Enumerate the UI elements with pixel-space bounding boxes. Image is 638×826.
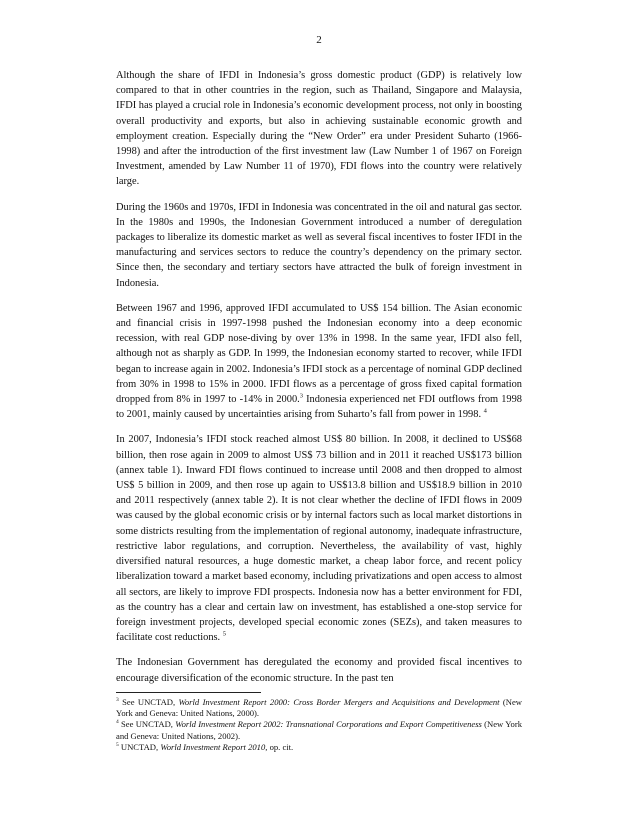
footnote-title: World Investment Report 2010 (160, 741, 266, 752)
paragraph-ifdi-2007-2011 (116, 432, 522, 645)
paragraph-deregulation (116, 655, 522, 685)
paragraph-text: Between 1967 and 1996, approved IFDI accumulated to US$ 154 billion. The Asian economic and financial crisis in 1997-1998 pushed the Indonesian economy into a deep economic recession, with real GDP nose-diving by over 13% in 1998. In the same year, IFDI also fell, although not as sharply as GDP. In 1999, the Indonesian economy started to recover, while IFDI began to increase again in 2002. Indonesia’s IFDI stock as a percentage of nominal GDP declined from 30% in 1998 to 15% in 2000. IFDI flows as a percentage of gross fixed capital formation dropped from 8% in 1997 to -14% in 2000. (116, 302, 522, 406)
paragraph-text: Although the share of IFDI in Indonesia’s gross domestic product (GDP) is relatively low compared to that in other countries in the region, such as Thailand, Singapore and Malaysia, IFDI has played a crucial role in Indonesia’s economic development process, not only in boosting overall productivity and exports, but also in achieving sustainable economic growth and employment creation. Especially during the “New Order” era under President Suharto (1966-1998) and after the introduction of the first investment law (Law Number 1 of 1967 on Foreign Investment, amended by Law Number 11 of 1970), FDI flows into the country were relatively large. (116, 70, 523, 188)
paragraph-ifdi-role (116, 68, 522, 190)
paragraph-sector-history (116, 200, 522, 291)
page-number: 2 (316, 34, 322, 46)
footnote-mark: 4 (116, 719, 119, 726)
footnote-3 (116, 697, 522, 719)
footnote-4 (116, 719, 522, 741)
footnote-reference-4: 4 (483, 407, 487, 415)
paragraph-text: In 2007, Indonesia’s IFDI stock reached almost US$ 80 billion. In 2008, it declined to US$68 billion, then rose again in 2009 to almost US$ 73 billion and in 2011 it reached US$173 billion (annex table 1). Inward FDI flows continued to increase until 2008 and then dropped to almost US$ 5 billion in 2009, and then rose up again to US$13.8 billion and US$18.9 billion in 2010 and 2011 respectively (annex table 2). It is not clear whether the decline of IFDI flows in 2009 was caused by the global economic crisis or by internal factors such as local market distortions in some districts resulting from the implementation of regional autonomy, inadequate infrastructure, restrictive labor regulations, and corruption. Nevertheless, the availability of vast, highly diversified natural resources, a huge domestic market, a cheap labor force, and recent policy liberalization toward a market based economy, including privatizations and open access to almost all sectors, are likely to improve FDI prospects. Indonesia now has a better environment for FDI, as the country has a clear and certain law on investment, has established a one-stop service for foreign investment projects, developed special economic zones (SEZs), and taken measures to facilitate cost reductions. (116, 434, 522, 644)
footnote-text: UNCTAD, (118, 741, 161, 752)
footnote-reference-3: 3 (299, 392, 303, 400)
footnote-reference-5: 5 (222, 630, 227, 638)
footnote-text: , op. cit. (265, 741, 294, 752)
paragraph-text: During the 1960s and 1970s, IFDI in Indonesia was concentrated in the oil and natural gas sector. In the 1980s and 1990s, the Indonesian Government introduced a number of deregulation packages to liberalize its domestic market as well as several fiscal incentives to foster IFDI in the manufacturing and services sectors to reduce the country’s dependency on the primary sector. Since then, the secondary and tertiary sectors have attracted the bulk of foreign investment in Indonesia. (116, 201, 522, 289)
footnote-separator (116, 692, 261, 693)
footnote-title: World Investment Report 2002: Transnational Corporations and Export Competitiveness (175, 719, 482, 730)
body-text (116, 68, 522, 696)
footnote-text: (New York and Geneva: United Nations, 2000). (116, 697, 522, 719)
paragraph-text: Indonesia experienced net FDI outflows from 1998 to 2001, mainly caused by uncertainties arising from Suharto’s fall from power in 1998. (116, 394, 522, 421)
footnote-text: See UNCTAD, (118, 719, 176, 730)
paragraph-asian-crisis (116, 301, 522, 423)
footnote-text: (New York and Geneva: United Nations, 2002). (116, 719, 522, 741)
footnote-text: See UNCTAD, (118, 697, 179, 707)
footnote-mark: 3 (116, 697, 119, 704)
footnotes (116, 697, 522, 753)
footnote-mark: 5 (116, 741, 119, 748)
footnote-5 (116, 742, 522, 753)
paragraph-text: The Indonesian Government has deregulated the economy and provided fiscal incentives to encourage diversification of the economic structure. In the past ten (116, 657, 522, 684)
footnote-title: World Investment Report 2000: Cross Border Mergers and Acquisitions and Development (178, 697, 500, 707)
